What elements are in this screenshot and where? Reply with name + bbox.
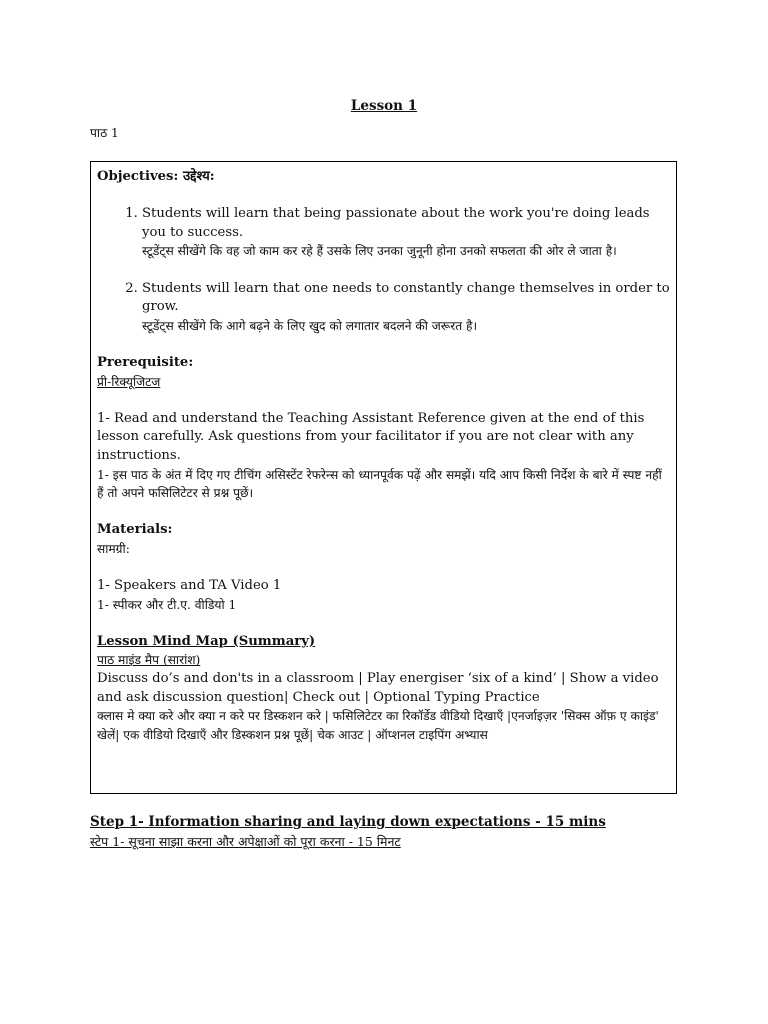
- mind-map-text: Discuss do’s and don'ts in a classroom | Play energiser ‘six of a kind’ | Show a video and ask discussion question| Check out | Optional Typing Practice: [97, 671, 659, 705]
- materials-item: 1- Speakers and TA Video 1: [97, 578, 282, 594]
- objective-item: [142, 205, 670, 261]
- objective-text-hindi: स्टूडेंट्स सीखेंगे कि आगे बढ़ने के लिए खुद को लगातार बदलने की जरूरत है।: [142, 318, 478, 333]
- objective-text-hindi: स्टूडेंट्स सीखेंगे कि वह जो काम कर रहे हैं उसके लिए उनका जुनूनी होना उनको सफलता की ओर ले जाता है।: [142, 244, 617, 259]
- step1-title-hindi: स्टेप 1- सूचना साझा करना और अपेक्षाओं को पूरा करना - 15 मिनट: [90, 834, 401, 849]
- lesson-overview-box: [90, 161, 677, 794]
- prerequisite-heading-hindi: प्री-रिक्यूजिटज: [97, 374, 161, 389]
- prerequisite-heading: Prerequisite:: [97, 354, 194, 370]
- objective-text: 2. Students will learn that one needs to constantly change themselves in order to grow.: [142, 280, 670, 315]
- mind-map-text-hindi: क्लास मे क्या करे और क्या न करे पर डिस्कशन करे | फसिलिटेटर का रिकॉर्डेड वीडियो दिखाएँ |एनर्जाइज़र 'सिक्स ऑफ़ ए काइंड' खेलें| एक वीडियो दिखाएँ और डिस्कशन प्रश्न पूछें| चेक आउट | ऑप्शनल टाइपिंग अभ्यास: [97, 709, 659, 742]
- prerequisite-text-hindi: 1- इस पाठ के अंत में दिए गए टीचिंग असिस्टेंट रेफरेन्स को ध्यानपूर्वक पढ़ें और समझें। यदि आप किसी निर्देश के बारे में स्पष्ट नहीं हैं तो अपने फसिलिटेटर से प्रश्न पूछें।: [97, 467, 662, 501]
- objectives-list: [97, 205, 670, 335]
- lesson-title-hindi: पाठ 1: [90, 126, 119, 140]
- lesson-title: Lesson 1: [350, 98, 418, 114]
- mind-map-heading: Lesson Mind Map (Summary): [97, 633, 316, 649]
- objective-text: 1. Students will learn that being passionate about the work you're doing leads you to success.: [142, 206, 650, 240]
- materials-item-hindi: 1- स्पीकर और टी.ए. वीडियो 1: [97, 597, 237, 612]
- materials-heading-hindi: सामग्री:: [97, 541, 130, 556]
- mind-map-heading-hindi: पाठ माइंड मैप (सारांश): [97, 653, 201, 668]
- step1-title: Step 1- Information sharing and laying down expectations - 15 mins: [90, 814, 606, 830]
- objective-item: [142, 280, 670, 336]
- objectives-heading: Objectives: उद्देश्य:: [97, 169, 215, 184]
- prerequisite-text: 1- Read and understand the Teaching Assistant Reference given at the end of this lesson carefully. Ask questions from your facilitator if you are not clear with any instructions.: [97, 410, 645, 463]
- materials-heading: Materials:: [97, 522, 173, 538]
